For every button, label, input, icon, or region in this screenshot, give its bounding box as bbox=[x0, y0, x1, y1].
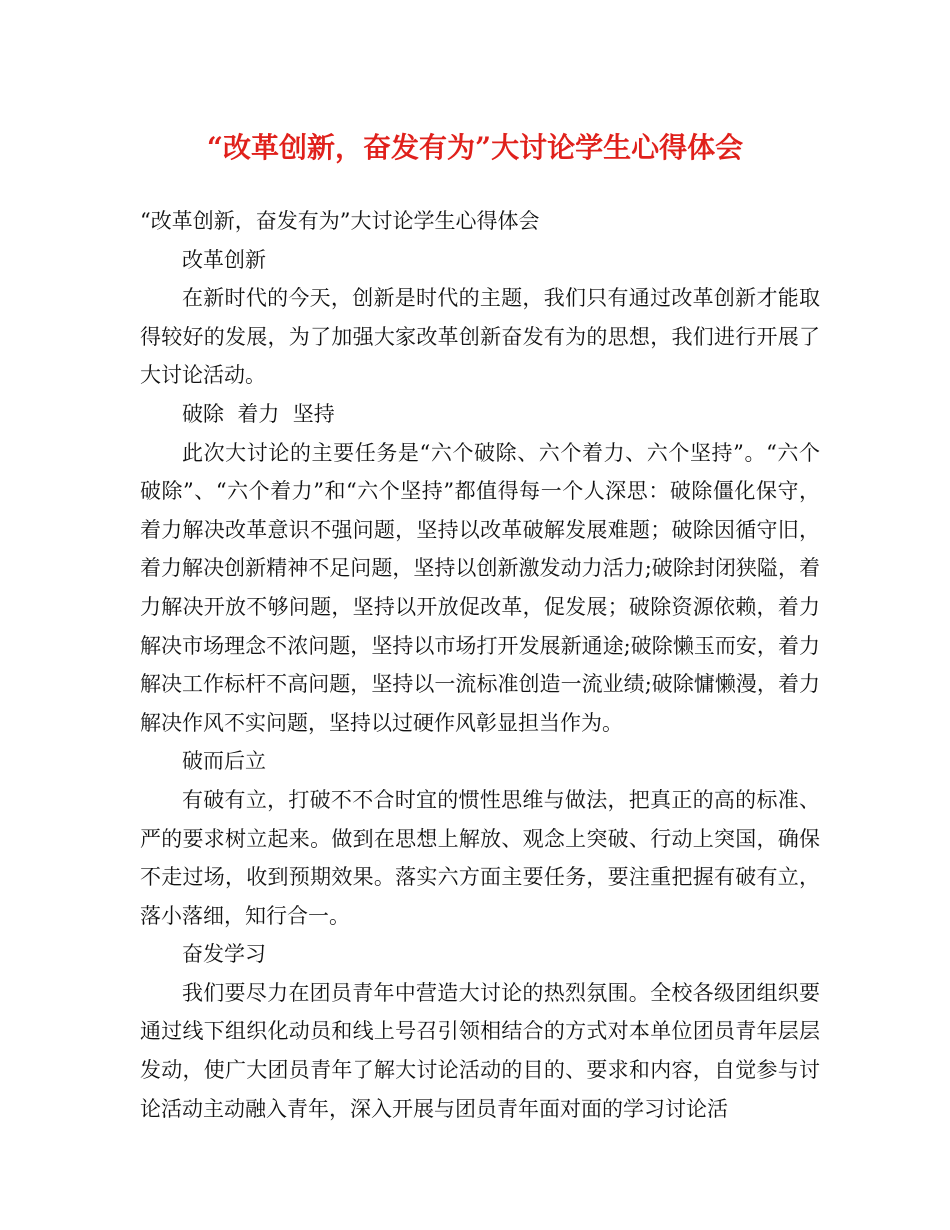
section-heading-remove-focus-persist: 破除 着力 坚持 bbox=[182, 401, 335, 426]
paragraph-intro: 在新时代的今天，创新是时代的主题，我们只有通过改革创新才能取得较好的发展，为了加强大家改革创新奋发有为的思想，我们进行开展了大讨论活动。 bbox=[140, 286, 820, 388]
paragraph-strive-learn: 我们要尽力在团员青年中营造大讨论的热烈氛围。全校各级团组织要通过线下组织化动员和线上号召引领相结合的方式对本单位团员青年层层发动，使广大团员青年了解大讨论活动的目的、要求和内容，自觉参与讨论活动主动融入青年，深入开展与团员青年面对面的学习讨论活 bbox=[140, 980, 820, 1121]
document-title: “改革创新，奋发有为”大讨论学生心得体会 bbox=[206, 131, 744, 164]
section-heading-reform: 改革创新 bbox=[182, 247, 266, 272]
paragraph-break-build: 有破有立，打破不不合时宜的惯性思维与做法，把真正的高的标准、严的要求树立起来。做到在思想上解放、观念上突破、行动上突国，确保不走过场，收到预期效果。落实六方面主要任务，要注重把握有破有立，落小落细，知行合一。 bbox=[140, 787, 820, 928]
document-body bbox=[140, 202, 820, 1128]
section-heading-strive-learn: 奋发学习 bbox=[182, 942, 266, 967]
document-subtitle: “改革创新，奋发有为”大讨论学生心得体会 bbox=[140, 209, 540, 233]
paragraph-tasks: 此次大讨论的主要任务是“六个破除、六个着力、六个坚持”。“六个破除”、“六个着力”和“六个坚持”都值得每一个人深思：破除僵化保守，着力解决改革意识不强问题，坚持以改革破解发展难题；破除因循守旧，着力解决创新精神不足问题，坚持以创新激发动力活力;破除封闭狭隘，着力解决开放不够问题，坚持以开放促改革，促发展；破除资源依赖，着力解决市场理念不浓问题，坚持以市场打开发展新通途;破除懒玉而安，着力解决工作标杆不高问题，坚持以一流标准创造一流业绩;破除慵懒漫，着力解决作风不实问题，坚持以过硬作风彰显担当作为。 bbox=[140, 440, 820, 735]
section-heading-break-then-build: 破而后立 bbox=[182, 749, 266, 774]
